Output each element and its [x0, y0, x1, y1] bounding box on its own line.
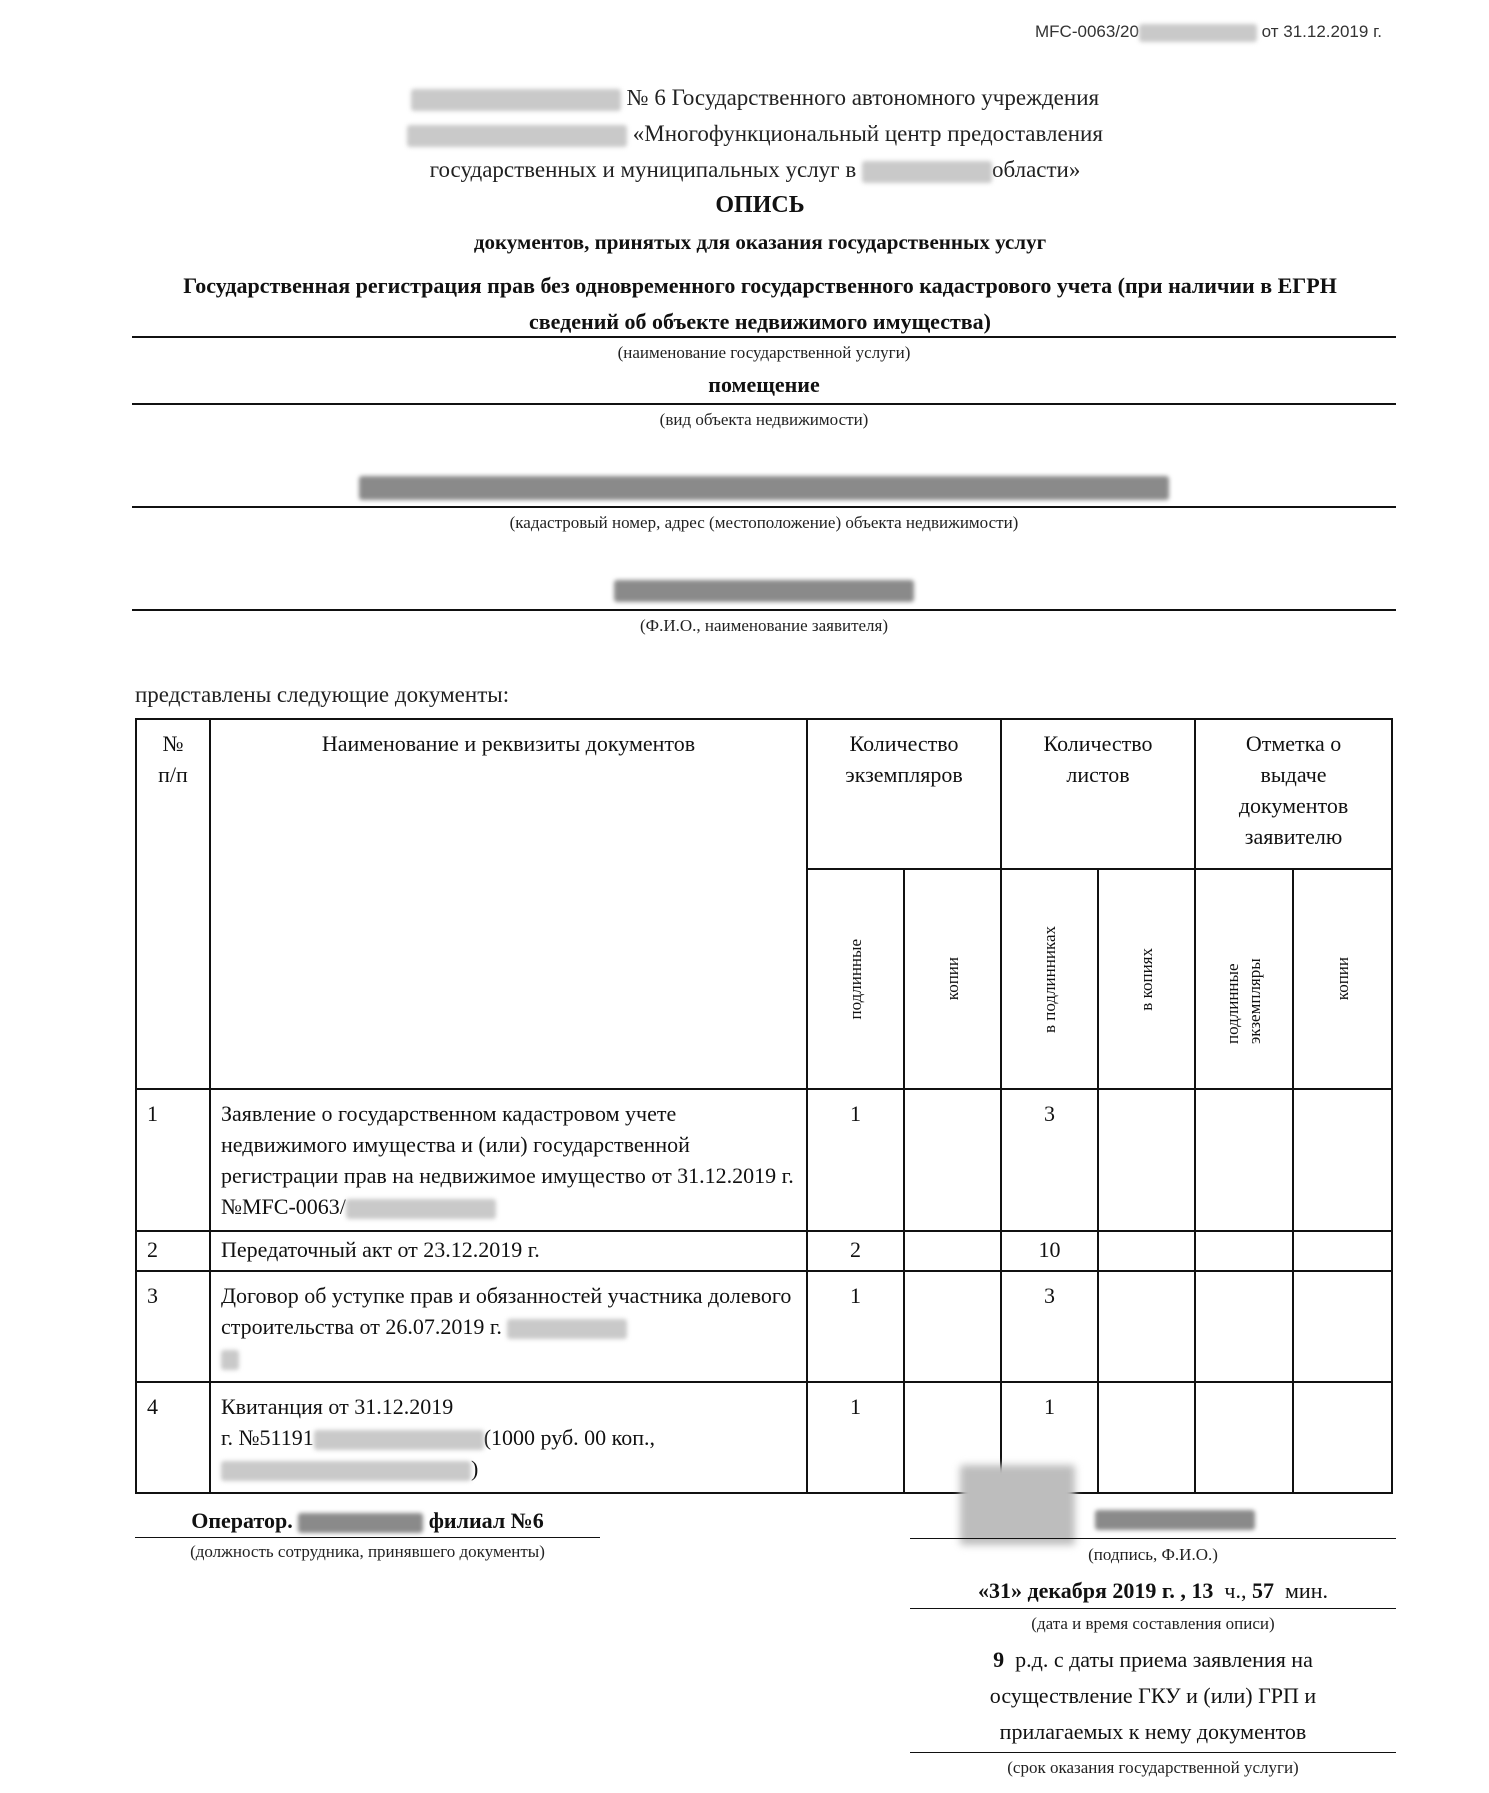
row-1-sheets: 3 [1001, 1089, 1098, 1231]
header-mark: Отметка о выдаче документов заявителю [1195, 719, 1392, 869]
row-2-copies: 2 [807, 1231, 904, 1271]
applicant-caption: (Ф.И.О., наименование заявителя) [639, 616, 889, 635]
compilation-datetime: «31» декабря 2019 г. , 13 ч., 57 мин. [978, 1578, 1328, 1603]
subheader-sheets-orig: в подлинниках [1001, 869, 1098, 1089]
signature-caption: (подпись, Ф.И.О.) [1088, 1545, 1218, 1564]
datetime-caption: (дата и время составления описи) [1031, 1614, 1275, 1633]
documents-table [135, 718, 1393, 1494]
document-subtitle: документов, принятых для оказания государственных услуг [473, 230, 1047, 254]
row-1-copies-copy [904, 1089, 1001, 1231]
table-header-row [136, 719, 1392, 869]
signer-name [1095, 1510, 1255, 1530]
redacted-reference [1139, 24, 1257, 42]
row-3-num: 3 [136, 1271, 210, 1382]
object-type-caption: (вид объекта недвижимости) [659, 410, 869, 429]
redacted-contract-number [507, 1319, 627, 1339]
row-3-sheets: 3 [1001, 1271, 1098, 1382]
row-3-name: Договор об уступке прав и обязанностей участника долевого строительства от 26.07.2019 г. [210, 1271, 807, 1382]
table-row [136, 1382, 1392, 1493]
org-line-1: № 6 Государственного автономного учреждения [300, 80, 1210, 116]
org-line-2: «Многофункциональный центр предоставления [300, 116, 1210, 152]
row-2-sheets: 10 [1001, 1231, 1098, 1271]
document-title: ОПИСЬ [715, 192, 805, 218]
redacted-branch-name [298, 1513, 423, 1533]
signature-image [960, 1465, 1075, 1545]
row-1-sheets-copy [1098, 1089, 1195, 1231]
term-rule [910, 1752, 1396, 1753]
datetime-rule [910, 1608, 1396, 1609]
row-2-mark-orig [1195, 1231, 1293, 1271]
subheader-mark-copy: копии [1293, 869, 1392, 1089]
redacted-receipt-number [314, 1430, 484, 1450]
redacted-region-2 [862, 161, 992, 183]
row-2-mark-copy [1293, 1231, 1392, 1271]
document-reference [1035, 22, 1382, 42]
service-caption: (наименование государственной услуги) [617, 343, 911, 362]
header-sheets: Количество листов [1001, 719, 1195, 869]
subheader-mark-orig: подлинные экземпляры [1195, 869, 1293, 1089]
redacted-applicant-name [614, 580, 914, 602]
applicant-rule [132, 609, 1396, 611]
service-rule [132, 336, 1396, 338]
redacted-signer-name [1095, 1510, 1255, 1530]
redacted-contract-number-2 [221, 1350, 239, 1370]
row-2-name: Передаточный акт от 23.12.2019 г. [210, 1231, 807, 1271]
operator-rule [135, 1537, 600, 1538]
operator-position: Оператор. филиал №6 [191, 1508, 544, 1533]
applicant-value [132, 580, 1396, 602]
row-1-copies: 1 [807, 1089, 904, 1231]
redacted-region [407, 125, 627, 147]
cadastral-value [132, 476, 1396, 500]
object-type-rule [132, 403, 1396, 405]
row-1-num: 1 [136, 1089, 210, 1231]
table-row [136, 1271, 1392, 1382]
row-4-num: 4 [136, 1382, 210, 1493]
subheader-copies-copy: копии [904, 869, 1001, 1089]
subheader-sheets-copy: в копиях [1098, 869, 1195, 1089]
object-type-value: помещение [708, 372, 820, 397]
row-3-sheets-copy [1098, 1271, 1195, 1382]
cadastral-rule [132, 506, 1396, 508]
header-name: Наименование и реквизиты документов [210, 719, 807, 1089]
row-4-mark-copy [1293, 1382, 1392, 1493]
subheader-copies-orig: подлинные [807, 869, 904, 1089]
documents-intro: представлены следующие документы: [135, 682, 510, 707]
reference-date: от 31.12.2019 г. [1261, 22, 1382, 41]
row-1-mark-copy [1293, 1089, 1392, 1231]
row-4-mark-orig [1195, 1382, 1293, 1493]
signature-rule [910, 1538, 1396, 1539]
row-1-mark-orig [1195, 1089, 1293, 1231]
table-row [136, 1231, 1392, 1271]
redacted-cadastral-address [359, 476, 1169, 500]
service-name: Государственная регистрация прав без одновременного государственного кадастрового учета (при наличии в ЕГРН сведений об объекте недвижимого имущества) [183, 273, 1337, 334]
table-row [136, 1089, 1392, 1231]
row-3-copies-copy [904, 1271, 1001, 1382]
term-caption: (срок оказания государственной услуги) [1007, 1758, 1299, 1777]
redacted-application-number [346, 1199, 496, 1219]
row-4-name: Квитанция от 31.12.2019 г. №51191 (1000 руб. 00 коп., ) [210, 1382, 807, 1493]
service-term: 9 р.д. с даты приема заявления на осуществление ГКУ и (или) ГРП и прилагаемых к нему документов [989, 1647, 1317, 1744]
row-2-copies-copy [904, 1231, 1001, 1271]
org-line-3: государственных и муниципальных услуг в области» [429, 157, 1081, 182]
header-num: № п/п [136, 719, 210, 1089]
row-4-sheets: 1 [1001, 1382, 1098, 1493]
row-2-num: 2 [136, 1231, 210, 1271]
row-1-name: Заявление о государственном кадастровом учете недвижимого имущества и (или) государственной регистрации прав на недвижимое имущество от 31.12.2019 г. №MFC-0063/ [210, 1089, 807, 1231]
row-3-copies: 1 [807, 1271, 904, 1382]
row-3-mark-orig [1195, 1271, 1293, 1382]
row-4-copies: 1 [807, 1382, 904, 1493]
row-3-mark-copy [1293, 1271, 1392, 1382]
row-4-sheets-copy [1098, 1382, 1195, 1493]
redacted-org-name [411, 89, 621, 111]
operator-caption: (должность сотрудника, принявшего документы) [190, 1542, 545, 1561]
organization-block [300, 80, 1210, 188]
header-copies: Количество экземпляров [807, 719, 1001, 869]
redacted-signature [960, 1465, 1075, 1545]
reference-prefix: MFC-0063/20 [1035, 22, 1139, 41]
row-2-sheets-copy [1098, 1231, 1195, 1271]
redacted-payer-name [221, 1461, 471, 1481]
cadastral-caption: (кадастровый номер, адрес (местоположение) объекта недвижимости) [509, 513, 1019, 532]
